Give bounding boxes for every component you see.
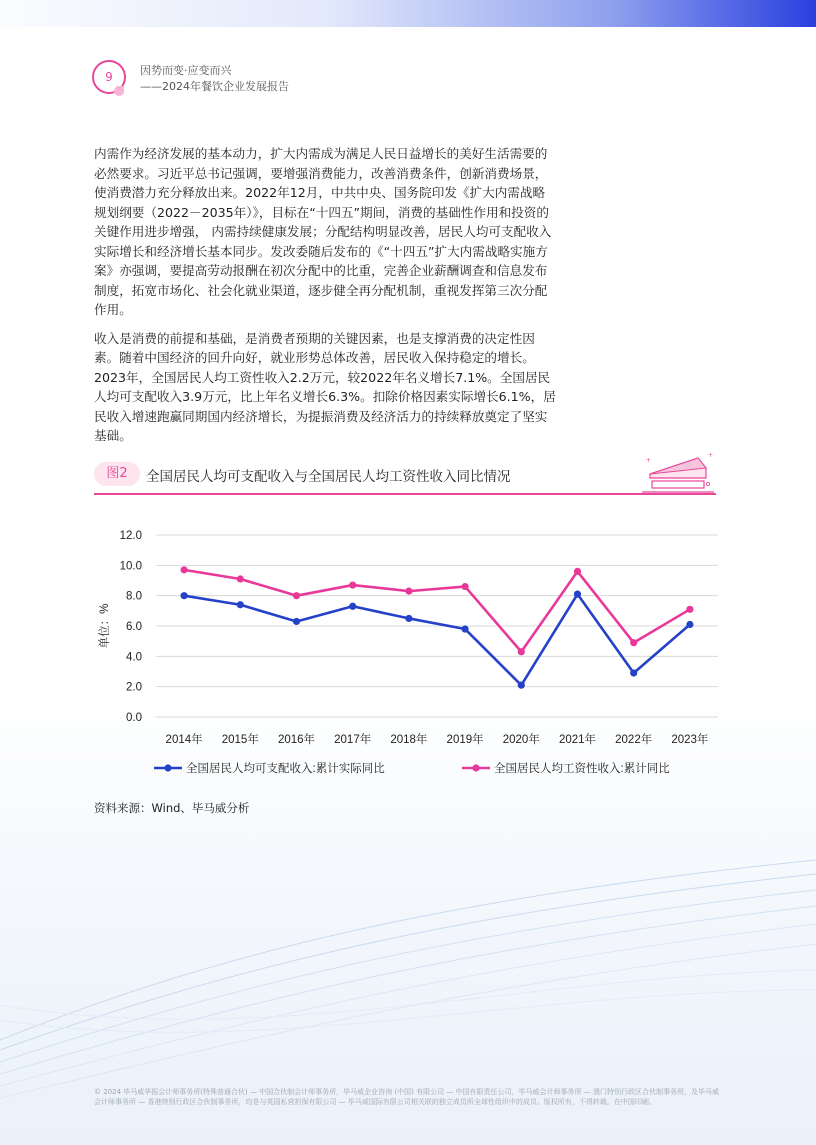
report-title: 因势而变·应变而兴 bbox=[140, 64, 232, 77]
page-number-badge: 9 bbox=[92, 60, 126, 94]
data-point bbox=[293, 592, 300, 599]
data-point bbox=[181, 566, 188, 573]
data-point bbox=[686, 606, 693, 613]
figure-tag: 图2 bbox=[94, 462, 140, 486]
x-tick-label: 2017年 bbox=[334, 734, 372, 746]
x-tick-label: 2021年 bbox=[558, 734, 597, 746]
legend-marker bbox=[472, 764, 479, 771]
figure-title: 全国居民人均可支配收入与全国居民人均工资性收入同比情况 bbox=[146, 469, 511, 485]
legend-label: 全国居民人均可支配收入:累计实际同比 bbox=[186, 763, 385, 775]
y-tick-label: 8.0 bbox=[126, 590, 142, 603]
decorative-waves bbox=[0, 840, 816, 1100]
line-chart bbox=[94, 520, 724, 788]
data-source: 资料来源：Wind、毕马威分析 bbox=[94, 801, 250, 815]
data-point bbox=[405, 615, 412, 622]
paragraph-2: 收入是消费的前提和基础，是消费者预期的关键因素，也是支撑消费的决定性因素。随着中国经济的回升向好，就业形势总体改善，居民收入保持稳定的增长。2023年，全国居民人均工资性收入2.2万元，较2022年名义增长7.1%。全国居民人均可支配收入3.9万元，比上年名义增长6.3%。扣除价格因素实际增长6.1%，居民收入增速跑赢同期国内经济增长，为提振消费及经济活力的持续释放奠定了坚实基础。 bbox=[94, 330, 556, 443]
svg-text:+: + bbox=[646, 457, 652, 464]
x-tick-label: 2022年 bbox=[615, 734, 653, 746]
data-point bbox=[237, 601, 244, 608]
figure-divider bbox=[94, 493, 716, 495]
data-point bbox=[349, 581, 356, 588]
paragraph-1: 内需作为经济发展的基本动力，扩大内需成为满足人民日益增长的美好生活需要的必然要求。习近平总书记强调，要增强消费能力，改善消费条件，创新消费场景，使消费潜力充分释放出来。2022年12月，中共中央、国务院印发《扩大内需战略规划纲要（2022－2035年）》，目标在“十四五”期间，消费的基础性作用和投资的关键作用进步增强， 内需持续健康发展；分配结构明显改善，居民人均可支配收入实际增长和经济增长基本同步。发改委随后发布的《“十四五”扩大内需战略实施方案》亦强调，要提高劳动报酬在初次分配中的比重，完善企业薪酬调查和信息发布制度，拓宽市场化、社会化就业渠道，逐步健全再分配机制，重视发挥第三次分配作用。 bbox=[94, 146, 552, 317]
x-tick-label: 2023年 bbox=[671, 734, 709, 746]
body-text bbox=[94, 144, 556, 455]
x-tick-label: 2016年 bbox=[277, 734, 316, 746]
report-subtitle: ——2024年餐饮企业发展报告 bbox=[140, 80, 289, 93]
y-axis-label: 单位：% bbox=[99, 603, 111, 649]
legend-marker bbox=[164, 764, 171, 771]
page-header bbox=[92, 60, 392, 100]
x-tick-label: 2019年 bbox=[446, 734, 484, 746]
svg-text:+: + bbox=[708, 452, 714, 459]
data-point bbox=[518, 648, 525, 655]
data-point bbox=[574, 568, 581, 575]
copyright-footer: © 2024 毕马威华振会计师事务所(特殊普通合伙) — 中国合伙制会计师事务所，毕马威企业咨询 (中国) 有限公司 — 中国有限责任公司，毕马威会计师事务所 — 澳门特别行政区合伙制事务所，及毕马威会计师事务所 — 香港特别行政区合伙制事务所，均是与英国私营担保有限公司 — 毕马威国际有限公司相关联的独立成员所全球性组织中的成员。版权所有，不得转载。在中国印刷。 bbox=[94, 1088, 719, 1106]
series-line-1 bbox=[184, 594, 690, 685]
y-tick-label: 2.0 bbox=[126, 681, 142, 694]
data-point bbox=[518, 682, 525, 689]
data-point bbox=[630, 669, 637, 676]
data-point bbox=[630, 639, 637, 646]
x-tick-label: 2018年 bbox=[390, 734, 428, 746]
legend-label: 全国居民人均工资性收入:累计同比 bbox=[494, 763, 670, 775]
data-point bbox=[349, 603, 356, 610]
data-point bbox=[574, 591, 581, 598]
figure-header bbox=[94, 452, 716, 496]
y-tick-label: 12.0 bbox=[119, 530, 142, 542]
data-point bbox=[237, 575, 244, 582]
x-tick-label: 2020年 bbox=[502, 734, 540, 746]
x-tick-label: 2015年 bbox=[221, 734, 259, 746]
data-point bbox=[462, 583, 469, 590]
data-point bbox=[462, 625, 469, 632]
data-point bbox=[405, 588, 412, 595]
data-point bbox=[181, 592, 188, 599]
x-tick-label: 2014年 bbox=[165, 734, 203, 746]
cake-illustration-icon bbox=[640, 448, 716, 498]
y-tick-label: 6.0 bbox=[126, 621, 142, 633]
y-tick-label: 4.0 bbox=[126, 651, 142, 664]
data-point bbox=[293, 618, 300, 625]
data-point bbox=[686, 621, 693, 628]
y-tick-label: 10.0 bbox=[119, 560, 142, 573]
top-gradient-bar bbox=[0, 0, 816, 27]
y-tick-label: 0.0 bbox=[126, 712, 142, 724]
